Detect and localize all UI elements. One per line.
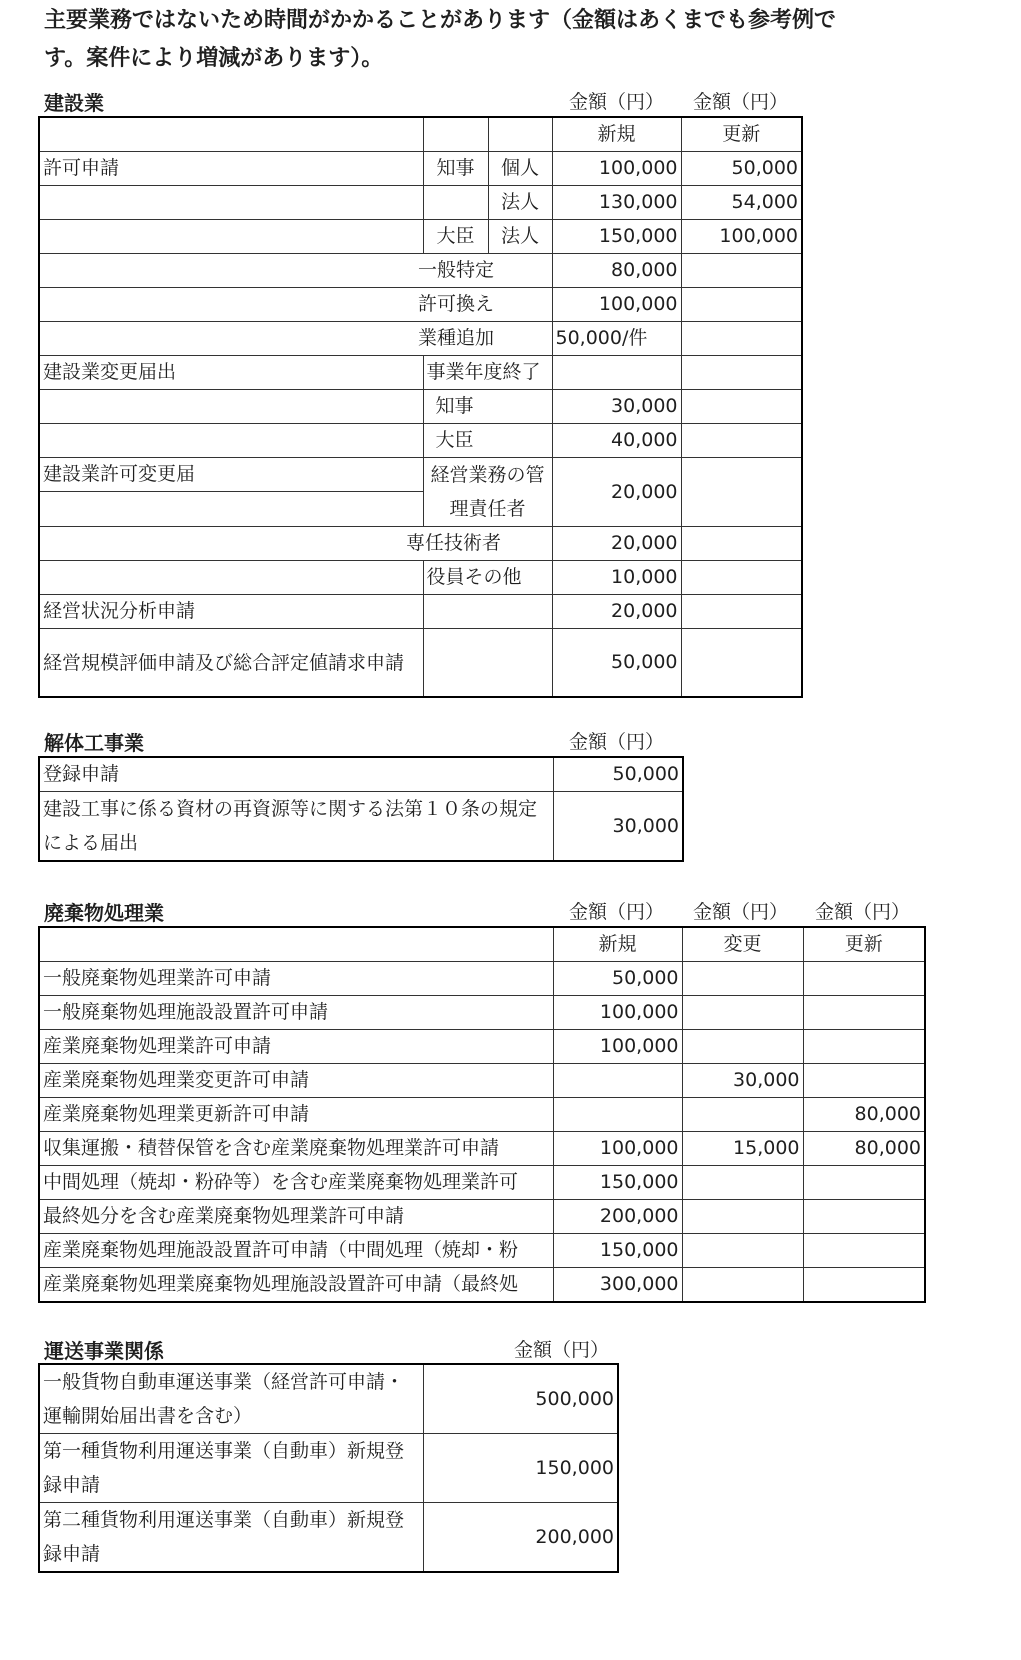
row-new: 200,000 — [553, 1200, 682, 1234]
row-label — [39, 186, 423, 220]
row-label: 第二種貨物利用運送事業（自動車）新規登録申請 — [39, 1503, 423, 1573]
table-row — [39, 186, 802, 220]
row-new: 100,000 — [552, 288, 681, 322]
construction-amount-header-new: 金額（円） — [569, 91, 665, 113]
row-label — [39, 390, 423, 424]
row-label — [39, 424, 423, 458]
table-row — [39, 792, 683, 862]
row-label: 第一種貨物利用運送事業（自動車）新規登録申請 — [39, 1434, 423, 1503]
row-sub: 専任技術者 — [39, 527, 552, 561]
row-renew — [681, 527, 802, 561]
intro-text: 主要業務ではないため時間がかかることがあります（金額はあくまでも参考例です。案件により増減があります）。 — [44, 8, 837, 71]
col-header-renew: 更新 — [803, 927, 925, 962]
row-sub1: 大臣 — [423, 220, 488, 254]
row-renew: 80,000 — [803, 1098, 925, 1132]
row-renew — [681, 288, 802, 322]
row-sub2: 個人 — [488, 152, 552, 186]
table-cell — [39, 927, 553, 962]
row-new: 100,000 — [552, 152, 681, 186]
table-row — [39, 1098, 925, 1132]
row-label: 最終処分を含む産業廃棄物処理業許可申請 — [39, 1200, 553, 1234]
row-renew — [681, 390, 802, 424]
table-row — [39, 390, 802, 424]
row-renew — [803, 1166, 925, 1200]
col-header-change: 変更 — [682, 927, 803, 962]
row-sub: 許可換え — [39, 288, 552, 322]
row-amount: 150,000 — [423, 1434, 618, 1503]
row-sub2: 法人 — [488, 186, 552, 220]
row-renew — [681, 458, 802, 527]
row-label: 産業廃棄物処理業許可申請 — [39, 1030, 553, 1064]
demolition-title: 解体工事業 — [44, 731, 144, 755]
table-row — [39, 1503, 618, 1573]
row-new: 130,000 — [552, 186, 681, 220]
row-label: 一般貨物自動車運送事業（経営許可申請・運輸開始届出書を含む） — [39, 1364, 423, 1434]
row-label: 登録申請 — [39, 757, 553, 792]
row-new: 30,000 — [552, 390, 681, 424]
table-row — [39, 1030, 925, 1064]
row-label: 産業廃棄物処理施設設置許可申請（中間処理（焼却・粉 — [39, 1234, 553, 1268]
row-change — [682, 996, 803, 1030]
row-label: 中間処理（焼却・粉砕等）を含む産業廃棄物処理業許可 — [39, 1166, 553, 1200]
table-row — [39, 927, 925, 962]
table-row — [39, 962, 925, 996]
row-change — [682, 962, 803, 996]
row-renew — [803, 996, 925, 1030]
row-amount: 200,000 — [423, 1503, 618, 1573]
row-label: 産業廃棄物処理業変更許可申請 — [39, 1064, 553, 1098]
table-row — [39, 629, 802, 698]
row-amount: 30,000 — [553, 792, 683, 862]
row-label: 経営規模評価申請及び総合評定値請求申請 — [39, 629, 423, 698]
table-row — [39, 322, 802, 356]
table-row — [39, 424, 802, 458]
row-sub — [423, 595, 552, 629]
table-row — [39, 1132, 925, 1166]
demolition-table — [38, 756, 684, 862]
row-renew — [681, 424, 802, 458]
row-label: 建設工事に係る資材の再資源等に関する法第１０条の規定による届出 — [39, 792, 553, 862]
row-renew — [803, 1200, 925, 1234]
row-label — [39, 220, 423, 254]
col-header-renew: 更新 — [681, 117, 802, 152]
row-new: 100,000 — [553, 996, 682, 1030]
row-renew — [803, 1064, 925, 1098]
row-change: 15,000 — [682, 1132, 803, 1166]
row-sub: 大臣 — [423, 424, 552, 458]
row-renew: 50,000 — [681, 152, 802, 186]
transport-amount-header: 金額（円） — [514, 1339, 610, 1361]
transport-table — [38, 1363, 619, 1573]
row-renew — [681, 322, 802, 356]
row-renew — [803, 1030, 925, 1064]
row-sub: 一般特定 — [39, 254, 552, 288]
row-label: 建設業変更届出 — [39, 356, 423, 390]
row-renew — [681, 595, 802, 629]
row-change — [682, 1268, 803, 1303]
row-sub1: 知事 — [423, 152, 488, 186]
row-sub: 役員その他 — [423, 561, 552, 595]
row-renew: 54,000 — [681, 186, 802, 220]
row-new: 20,000 — [552, 458, 681, 527]
table-row — [39, 220, 802, 254]
table-row — [39, 1268, 925, 1303]
table-row — [39, 527, 802, 561]
construction-title: 建設業 — [44, 91, 104, 115]
row-new — [553, 1098, 682, 1132]
table-row — [39, 152, 802, 186]
waste-amount-header-new: 金額（円） — [569, 901, 665, 923]
row-sub: 知事 — [423, 390, 552, 424]
row-new: 40,000 — [552, 424, 681, 458]
row-renew — [681, 356, 802, 390]
row-amount: 500,000 — [423, 1364, 618, 1434]
row-label: 収集運搬・積替保管を含む産業廃棄物処理業許可申請 — [39, 1132, 553, 1166]
row-sub1 — [423, 186, 488, 220]
table-row — [39, 458, 802, 527]
row-change — [682, 1098, 803, 1132]
row-new: 50,000 — [553, 962, 682, 996]
table-row — [39, 996, 925, 1030]
row-amount: 50,000 — [553, 757, 683, 792]
construction-amount-header-renew: 金額（円） — [693, 91, 789, 113]
row-label-split — [39, 458, 423, 527]
table-row — [39, 1234, 925, 1268]
transport-title: 運送事業関係 — [44, 1339, 164, 1363]
row-label: 許可申請 — [39, 152, 423, 186]
row-label — [39, 561, 423, 595]
row-change — [682, 1166, 803, 1200]
col-header-new: 新規 — [552, 117, 681, 152]
table-row — [39, 1434, 618, 1503]
table-row — [39, 288, 802, 322]
row-label-empty — [40, 492, 423, 525]
row-renew: 80,000 — [803, 1132, 925, 1166]
row-new: 20,000 — [552, 595, 681, 629]
waste-table — [38, 926, 926, 1303]
demolition-amount-header: 金額（円） — [569, 731, 665, 753]
row-new: 300,000 — [553, 1268, 682, 1303]
table-cell — [423, 117, 488, 152]
col-header-new: 新規 — [553, 927, 682, 962]
table-row — [39, 254, 802, 288]
row-new: 10,000 — [552, 561, 681, 595]
row-sub — [423, 629, 552, 698]
table-cell — [39, 117, 423, 152]
waste-amount-header-change: 金額（円） — [693, 901, 789, 923]
row-new — [552, 356, 681, 390]
row-new — [553, 1064, 682, 1098]
table-row — [39, 561, 802, 595]
row-new: 20,000 — [552, 527, 681, 561]
row-renew — [803, 962, 925, 996]
row-renew — [803, 1234, 925, 1268]
row-renew — [681, 629, 802, 698]
row-renew — [803, 1268, 925, 1303]
row-sub: 事業年度終了 — [423, 356, 552, 390]
row-new: 150,000 — [553, 1234, 682, 1268]
table-row — [39, 1200, 925, 1234]
table-cell — [488, 117, 552, 152]
row-new: 80,000 — [552, 254, 681, 288]
row-new: 50,000/件 — [552, 322, 681, 356]
row-renew — [681, 254, 802, 288]
row-label: 一般廃棄物処理施設設置許可申請 — [39, 996, 553, 1030]
table-row — [39, 1166, 925, 1200]
row-change — [682, 1234, 803, 1268]
row-sub: 業種追加 — [39, 322, 552, 356]
row-change — [682, 1200, 803, 1234]
table-row — [39, 356, 802, 390]
table-row — [39, 117, 802, 152]
table-row — [39, 1064, 925, 1098]
row-new: 100,000 — [553, 1132, 682, 1166]
row-label: 一般廃棄物処理業許可申請 — [39, 962, 553, 996]
row-change: 30,000 — [682, 1064, 803, 1098]
waste-title: 廃棄物処理業 — [44, 901, 164, 925]
row-new: 150,000 — [552, 220, 681, 254]
row-label: 建設業許可変更届 — [40, 458, 423, 492]
row-label: 産業廃棄物処理業廃棄物処理施設設置許可申請（最終処 — [39, 1268, 553, 1303]
waste-amount-header-renew: 金額（円） — [815, 901, 911, 923]
row-change — [682, 1030, 803, 1064]
row-label: 産業廃棄物処理業更新許可申請 — [39, 1098, 553, 1132]
table-row — [39, 757, 683, 792]
table-row — [39, 595, 802, 629]
row-new: 50,000 — [552, 629, 681, 698]
row-renew — [681, 561, 802, 595]
table-row — [39, 1364, 618, 1434]
row-label: 経営状況分析申請 — [39, 595, 423, 629]
row-renew: 100,000 — [681, 220, 802, 254]
row-new: 150,000 — [553, 1166, 682, 1200]
row-sub: 経営業務の管理責任者 — [423, 458, 552, 527]
row-sub2: 法人 — [488, 220, 552, 254]
construction-table — [38, 116, 803, 698]
row-new: 100,000 — [553, 1030, 682, 1064]
